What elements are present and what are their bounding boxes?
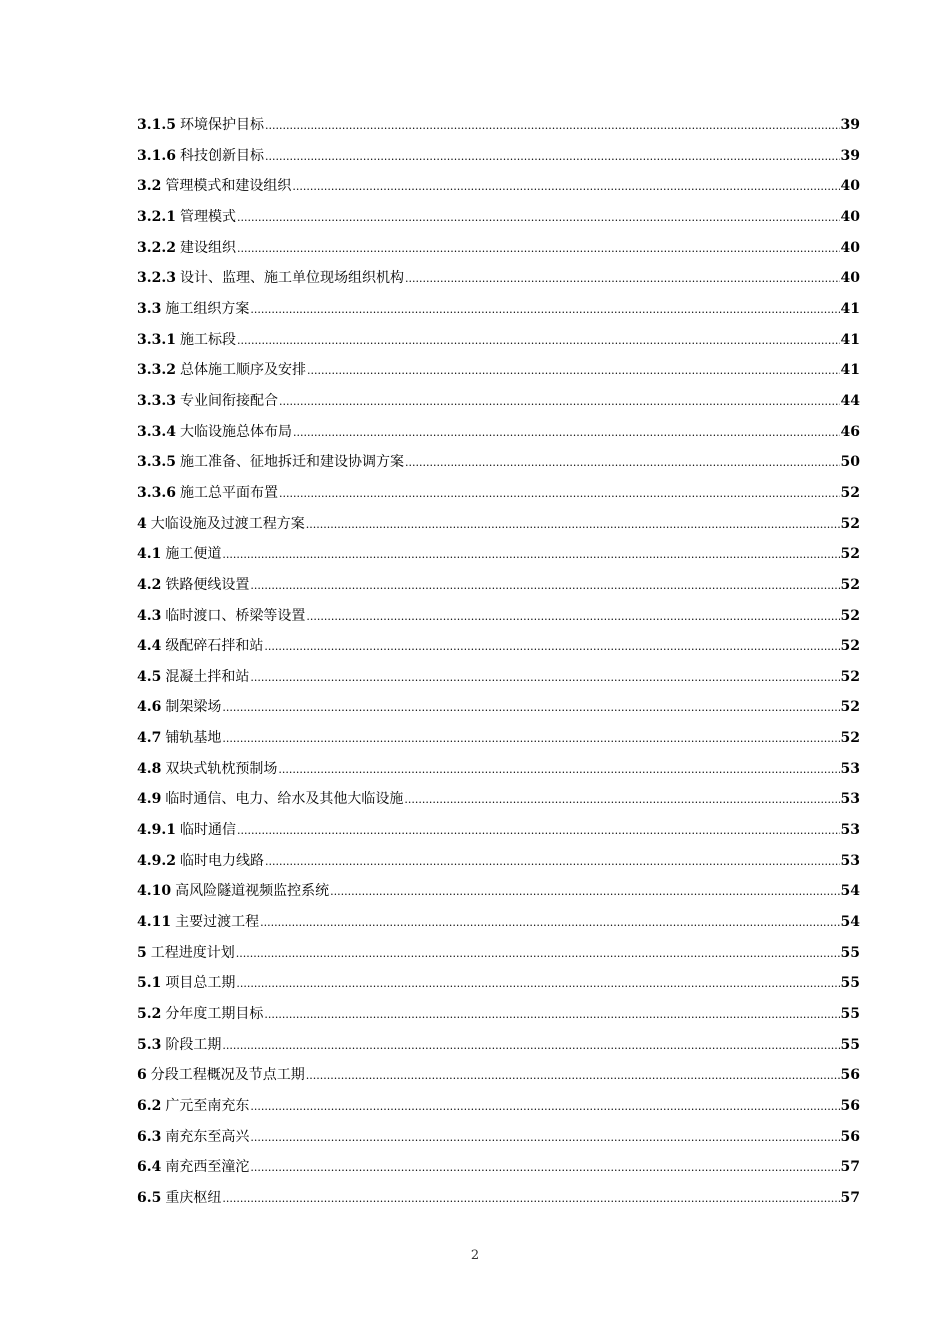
toc-dot-leader xyxy=(279,387,840,418)
toc-entry[interactable] xyxy=(137,968,860,999)
toc-entry-page: 40 xyxy=(840,270,860,287)
toc-entry-number: 4.9 xyxy=(137,791,162,808)
toc-entry-number: 4.1 xyxy=(137,546,162,563)
toc-entry[interactable] xyxy=(137,386,860,417)
toc-entry-number: 6.2 xyxy=(137,1098,162,1114)
toc-entry-number: 4.8 xyxy=(137,760,162,777)
toc-entry-number: 5.2 xyxy=(137,1006,162,1023)
toc-entry-page: 52 xyxy=(840,699,860,716)
toc-entry-page: 57 xyxy=(840,1159,860,1176)
toc-entry-title: 铺轨基地 xyxy=(165,730,222,747)
toc-entry-page: 52 xyxy=(840,546,860,563)
toc-entry[interactable] xyxy=(137,784,860,815)
toc-entry[interactable] xyxy=(137,478,860,509)
toc-dot-leader xyxy=(250,571,839,602)
toc-entry[interactable] xyxy=(137,1060,860,1091)
toc-entry-page: 55 xyxy=(840,944,860,961)
toc-dot-leader xyxy=(250,295,839,326)
toc-entry-page: 52 xyxy=(840,730,860,747)
toc-entry-number: 3.3.6 xyxy=(137,484,176,501)
toc-entry-page: 55 xyxy=(840,1036,860,1053)
toc-entry-title: 环境保护目标 xyxy=(179,117,264,133)
toc-entry[interactable] xyxy=(137,754,860,785)
toc-entry-title: 建设组织 xyxy=(179,239,236,256)
toc-entry-number: 4.9.1 xyxy=(137,822,176,839)
toc-entry-page: 55 xyxy=(840,975,860,992)
toc-entry-number: 4.10 xyxy=(137,883,172,900)
toc-dot-leader xyxy=(236,939,840,970)
toc-entry-page: 40 xyxy=(840,178,860,195)
toc-entry-number: 4.2 xyxy=(137,576,162,593)
toc-dot-leader xyxy=(278,755,839,786)
toc-entry[interactable] xyxy=(137,355,860,386)
toc-entry[interactable] xyxy=(137,601,860,632)
toc-entry-title: 分段工程概况及节点工期 xyxy=(150,1067,305,1084)
toc-entry-title: 施工便道 xyxy=(165,546,222,563)
toc-entry-title: 总体施工顺序及安排 xyxy=(179,362,306,379)
toc-entry[interactable] xyxy=(137,631,860,662)
toc-entry-page: 52 xyxy=(840,576,860,593)
toc-entry-page: 56 xyxy=(840,1098,860,1114)
toc-entry-title: 广元至南充东 xyxy=(165,1098,250,1114)
toc-entry-title: 设计、监理、施工单位现场组织机构 xyxy=(179,270,404,287)
page-number: 2 xyxy=(470,1248,480,1263)
toc-entry-page: 40 xyxy=(840,208,860,225)
toc-entry-number: 4.7 xyxy=(137,730,162,747)
toc-entry-number: 5.1 xyxy=(137,975,162,992)
toc-dot-leader xyxy=(222,1184,839,1215)
toc-entry-number: 3.2.3 xyxy=(137,270,176,287)
toc-entry-number: 3.1.5 xyxy=(137,117,176,133)
toc-entry-page: 52 xyxy=(840,484,860,501)
toc-entry-page: 39 xyxy=(840,147,860,164)
toc-dot-leader xyxy=(236,969,839,1000)
toc-entry-page: 41 xyxy=(840,362,860,379)
toc-entry-page: 41 xyxy=(840,331,860,348)
toc-entry[interactable] xyxy=(137,141,860,172)
toc-entry-number: 4.9.2 xyxy=(137,852,176,869)
toc-entry[interactable] xyxy=(137,1091,860,1122)
toc-entry-page: 55 xyxy=(840,1006,860,1023)
toc-entry-number: 3.2.2 xyxy=(137,239,176,256)
toc-entry-page: 54 xyxy=(840,883,860,900)
toc-entry-title: 临时通信 xyxy=(179,822,236,839)
toc-entry-page: 41 xyxy=(840,300,860,317)
toc-entry-page: 57 xyxy=(840,1189,860,1206)
toc-entry-number: 4.5 xyxy=(137,668,162,685)
toc-entry-title: 重庆枢纽 xyxy=(165,1189,222,1206)
toc-entry[interactable] xyxy=(137,876,860,907)
toc-dot-leader xyxy=(260,908,839,939)
toc-entry[interactable] xyxy=(137,1183,860,1214)
toc-entry[interactable] xyxy=(137,1122,860,1153)
toc-entry[interactable] xyxy=(137,938,860,969)
toc-dot-leader xyxy=(237,203,840,234)
toc-entry[interactable] xyxy=(137,1152,860,1183)
toc-dot-leader xyxy=(264,1000,839,1031)
toc-dot-leader xyxy=(306,602,839,633)
toc-entry-number: 3.1.6 xyxy=(137,147,176,164)
toc-entry[interactable] xyxy=(137,171,860,202)
toc-dot-leader xyxy=(265,847,840,878)
toc-entry-number: 4.6 xyxy=(137,699,162,716)
toc-entry-title: 大临设施总体布局 xyxy=(179,423,292,440)
toc-entry[interactable] xyxy=(137,325,860,356)
toc-entry-title: 管理模式 xyxy=(179,208,236,225)
toc-dot-leader xyxy=(265,142,840,173)
toc-entry-page: 52 xyxy=(840,515,860,532)
toc-entry-title: 施工组织方案 xyxy=(165,300,250,317)
toc-entry-page: 52 xyxy=(840,607,860,624)
toc-dot-leader xyxy=(222,693,839,724)
toc-dot-leader xyxy=(250,663,839,694)
toc-entry-title: 施工总平面布置 xyxy=(179,484,278,501)
toc-dot-leader xyxy=(279,479,840,510)
toc-dot-leader xyxy=(404,785,839,816)
toc-entry-title: 项目总工期 xyxy=(165,975,236,992)
toc-entry[interactable] xyxy=(137,907,860,938)
toc-entry-title: 科技创新目标 xyxy=(179,147,264,164)
toc-entry-title: 双块式轨枕预制场 xyxy=(165,760,278,777)
toc-entry[interactable] xyxy=(137,263,860,294)
toc-entry[interactable] xyxy=(137,294,860,325)
toc-entry-title: 管理模式和建设组织 xyxy=(165,178,292,195)
toc-entry-number: 4.4 xyxy=(137,638,162,655)
toc-entry-title: 临时渡口、桥梁等设置 xyxy=(165,607,306,624)
toc-entry-title: 临时电力线路 xyxy=(179,852,264,869)
toc-dot-leader xyxy=(222,724,839,755)
toc-entry[interactable] xyxy=(137,815,860,846)
toc-entry[interactable] xyxy=(137,447,860,478)
toc-dot-leader xyxy=(237,326,840,357)
toc-entry-title: 分年度工期目标 xyxy=(165,1006,264,1023)
toc-dot-leader xyxy=(237,234,840,265)
toc-entry-page: 46 xyxy=(840,423,860,440)
toc-entry-title: 南充西至潼沱 xyxy=(165,1159,250,1176)
toc-entry-number: 6 xyxy=(137,1067,147,1084)
toc-entry-title: 高风险隧道视频监控系统 xyxy=(175,883,330,900)
toc-entry-page: 52 xyxy=(840,638,860,655)
toc-entry[interactable] xyxy=(137,692,860,723)
toc-entry[interactable] xyxy=(137,846,860,877)
toc-entry-page: 54 xyxy=(840,914,860,931)
toc-entry-number: 3.3.3 xyxy=(137,392,176,409)
toc-dot-leader xyxy=(250,1153,839,1184)
toc-entry[interactable] xyxy=(137,509,860,540)
toc-entry-page: 52 xyxy=(840,668,860,685)
toc-entry-number: 5 xyxy=(137,944,147,961)
toc-entry-number: 4.3 xyxy=(137,607,162,624)
toc-entry[interactable] xyxy=(137,723,860,754)
toc-entry[interactable] xyxy=(137,1030,860,1061)
toc-entry-number: 6.3 xyxy=(137,1128,162,1145)
toc-entry-title: 工程进度计划 xyxy=(150,944,235,961)
toc-entry-page: 44 xyxy=(840,392,860,409)
toc-entry-title: 主要过渡工程 xyxy=(175,914,260,931)
toc-dot-leader xyxy=(405,448,840,479)
toc-entry-title: 临时通信、电力、给水及其他大临设施 xyxy=(165,791,404,808)
toc-dot-leader xyxy=(307,356,840,387)
toc-entry-title: 混凝土拌和站 xyxy=(165,668,250,685)
toc-entry-number: 6.5 xyxy=(137,1189,162,1206)
toc-entry-number: 3.3.4 xyxy=(137,423,176,440)
toc-entry-number: 3.3.2 xyxy=(137,362,176,379)
toc-entry[interactable] xyxy=(137,110,860,141)
toc-dot-leader xyxy=(250,1123,839,1154)
toc-entry-number: 3.2.1 xyxy=(137,208,176,225)
toc-entry-title: 大临设施及过渡工程方案 xyxy=(150,515,305,532)
toc-entry-page: 53 xyxy=(840,760,860,777)
toc-entry-page: 40 xyxy=(840,239,860,256)
toc-entry-page: 56 xyxy=(840,1067,860,1084)
toc-entry[interactable] xyxy=(137,417,860,448)
toc-entry-title: 铁路便线设置 xyxy=(165,576,250,593)
toc-entry[interactable] xyxy=(137,539,860,570)
toc-entry[interactable] xyxy=(137,233,860,264)
toc-entry-number: 4.11 xyxy=(137,914,172,931)
toc-entry-number: 3.3.5 xyxy=(137,454,176,471)
toc-dot-leader xyxy=(265,111,840,142)
toc-entry-page: 39 xyxy=(840,117,860,133)
toc-dot-leader xyxy=(264,632,839,663)
toc-entry[interactable] xyxy=(137,202,860,233)
toc-entry-number: 6.4 xyxy=(137,1159,162,1176)
toc-entry-page: 56 xyxy=(840,1128,860,1145)
toc-entry-page: 53 xyxy=(840,791,860,808)
toc-entry-number: 3.3.1 xyxy=(137,331,176,348)
toc-entry-title: 施工标段 xyxy=(179,331,236,348)
toc-dot-leader xyxy=(405,264,840,295)
toc-dot-leader xyxy=(330,877,839,908)
toc-entry-page: 53 xyxy=(840,822,860,839)
toc-entry-number: 4 xyxy=(137,515,147,532)
toc-entry-number: 3.3 xyxy=(137,300,162,317)
toc-entry-title: 级配碎石拌和站 xyxy=(165,638,264,655)
toc-dot-leader xyxy=(292,172,839,203)
toc-entry-title: 专业间衔接配合 xyxy=(179,392,278,409)
toc-entry-page: 53 xyxy=(840,852,860,869)
toc-entry[interactable] xyxy=(137,570,860,601)
toc-entry[interactable] xyxy=(137,662,860,693)
toc-dot-leader xyxy=(306,510,840,541)
toc-entry-title: 制架梁场 xyxy=(165,699,222,716)
toc-entry-number: 3.2 xyxy=(137,178,162,195)
toc-dot-leader xyxy=(306,1061,840,1092)
toc-dot-leader xyxy=(222,540,839,571)
toc-entry-page: 50 xyxy=(840,454,860,471)
toc-entry[interactable] xyxy=(137,999,860,1030)
table-of-contents xyxy=(137,110,860,1214)
toc-dot-leader xyxy=(237,816,840,847)
toc-dot-leader xyxy=(293,418,840,449)
toc-dot-leader xyxy=(222,1031,839,1062)
toc-entry-title: 阶段工期 xyxy=(165,1036,222,1053)
toc-entry-title: 施工准备、征地拆迁和建设协调方案 xyxy=(179,454,404,471)
toc-entry-title: 南充东至高兴 xyxy=(165,1128,250,1145)
toc-entry-number: 5.3 xyxy=(137,1036,162,1053)
toc-dot-leader xyxy=(250,1092,839,1123)
